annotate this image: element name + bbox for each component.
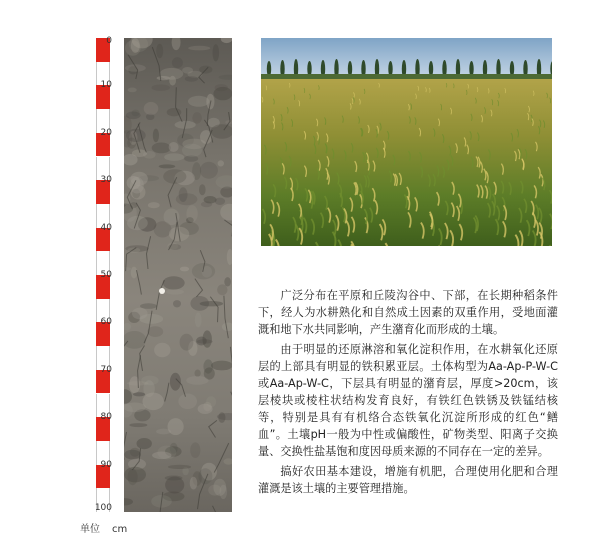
description-paragraph: 搞好农田基本建设，增施有机肥，合理使用化肥和合理灌溉是该土壤的主要管理措施。	[258, 465, 558, 495]
depth-tick-label: 80	[100, 412, 112, 423]
unit-cm: cm	[112, 524, 128, 535]
soil-description	[258, 287, 558, 500]
soil-profile-image	[124, 38, 232, 512]
depth-tick-label: 40	[100, 222, 112, 233]
description-paragraph: 由于明显的还原淋溶和氧化淀积作用，在水耕氧化还原层的上部具有明显的铁积累亚层。土体构型为Aa-Ap-P-W-C或Aa-Ap-W-C，下层具有明显的潴育层，厚度>20cm，该层棱块或棱柱状结构发育良好，有铁红色铁锈及铁锰结核等，特别是具有有机络合态铁氧化沉淀所形成的红色“鳝血”。土壤pH一般为中性或偏酸性，矿物类型、阳离子交换量、交换性盐基饱和度因母质来源的不同存在一定的差异。	[258, 343, 558, 458]
depth-tick-label: 10	[100, 80, 112, 91]
unit-label	[80, 520, 139, 535]
depth-tick-label: 50	[100, 270, 112, 280]
unit-label-text: 单位	[80, 524, 100, 535]
soil-profile-photo	[124, 38, 232, 512]
depth-tick-label: 0	[106, 36, 112, 46]
depth-tick-label: 30	[100, 175, 112, 186]
description-paragraph: 广泛分布在平原和丘陵沟谷中、下部，在长期种稻条件下，经人为水耕熟化和自然成土因素的双重作用，受地面灌溉和地下水共同影响，产生潴育化而形成的土壤。	[258, 289, 558, 336]
depth-tick-label: 100	[94, 503, 112, 513]
depth-tick-label: 90	[100, 459, 112, 470]
rice-paddy-photo	[261, 38, 552, 246]
depth-tick-label: 20	[100, 127, 112, 138]
depth-tick-label: 60	[100, 317, 112, 328]
rice-paddy-image	[261, 38, 552, 246]
depth-tick-label: 70	[100, 364, 112, 375]
